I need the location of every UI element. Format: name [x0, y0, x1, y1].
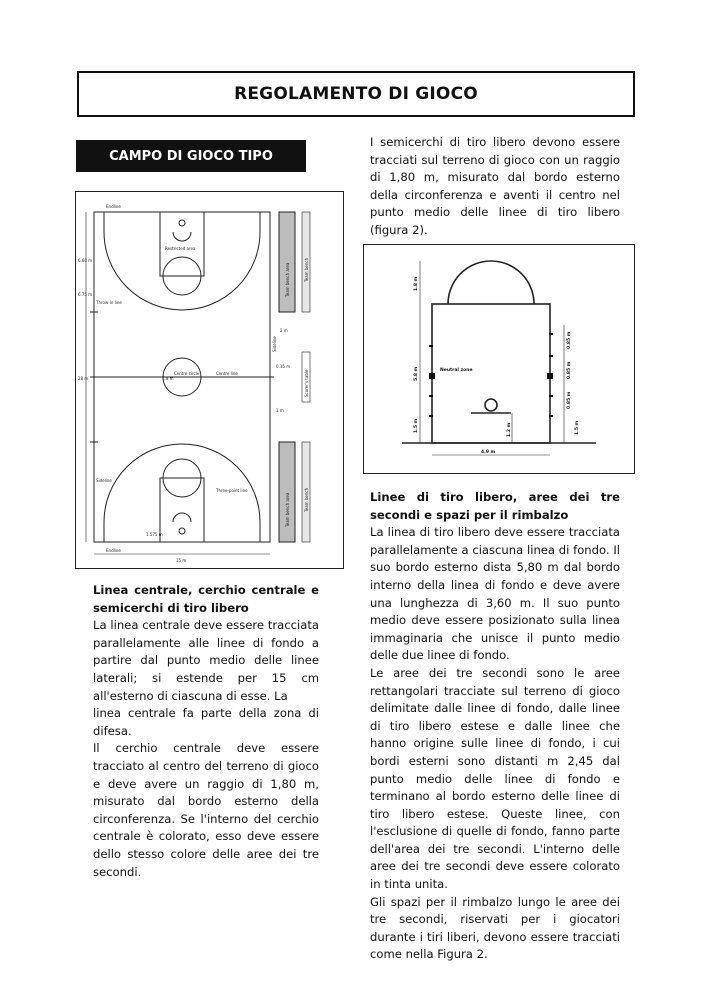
label-dim-right3: 0.85 m — [567, 391, 572, 409]
label-sideline-left: Sideline — [96, 478, 112, 483]
label-endline-top: Endline — [106, 204, 121, 209]
label-sideline-right: Sideline — [272, 336, 277, 352]
label-dim-top: 6.60 m — [78, 258, 93, 263]
basket — [485, 399, 497, 411]
label-dim-675: 6.75 m — [78, 292, 93, 297]
label-dim-28: 28 m — [78, 376, 89, 381]
left-column-text — [93, 582, 319, 881]
ft-semicircle — [448, 261, 534, 304]
right-column-text — [370, 489, 620, 964]
key-diagram — [363, 244, 635, 474]
restricted-arc-top — [173, 232, 191, 241]
section-banner-label: CAMPO DI GIOCO TIPO — [109, 148, 273, 164]
label-dim-right-bottom: 1.5 m — [575, 420, 580, 435]
label-dim-right2: 0.85 m — [567, 361, 572, 379]
intro-paragraph — [370, 134, 620, 240]
right-heading: Linee di tiro libero, aree dei tre secondi e spazi per il rimbalzo — [370, 490, 620, 522]
label-endline-bottom: Endline — [106, 548, 121, 553]
left-heading: Linea centrale, cerchio centrale e semicerchi di tiro libero — [93, 583, 319, 615]
right-paragraph-1: La linea di tiro libero deve essere tracciata parallelamente a ciascuna linea di fondo. Il suo bordo esterno dista 5,80 m dal bordo interno della linea di fondo e deve avere una lunghezza di 3,60 m. Il suo punto medio deve essere posizionato sulla linea immaginaria che unisce il punto medio delle due linee di fondo. — [370, 525, 620, 663]
left-paragraph-3: Il cerchio centrale deve essere tracciato al centro del terreno di gioco e deve avere un raggio di 1,80 m, misurato dal bordo esterno della circonferenza. Se l'interno del cerchio centrale è colorato, esso deve essere dello stesso colore delle aree dei tre secondi. — [93, 741, 319, 879]
key-diagram-svg — [364, 245, 634, 473]
label-dim-12: 1.2 m — [507, 422, 512, 437]
intro-text: I semicerchi di tiro libero devono essere tracciati sul terreno di gioco con un raggio di 1,80 m, misurato dal bordo esterno della circonferenza e aventi il centro nel punto medio delle linee di tiro libero (figura 2). — [370, 135, 620, 237]
right-paragraph-2: Le aree dei tre secondi sono le aree rettangolari tracciate sul terreno di gioco delimitate dalle linee di fondo, dalle linee di tiro libero estese e dalle linee che hanno origine sulle linee di fondo, i cui bordi esterni sono distanti m 2,45 dal punto medio delle linee di fondo e terminano al bordo esterno delle linee di tiro libero estese. Queste linee, con l'esclusione di quelle di fondo, fanno parte dell'area dei tre secondi. L'interno delle aree dei tre secondi deve essere colorato in tinta unita. — [370, 665, 620, 892]
label-team-bench-top: Team bench area — [285, 262, 290, 297]
label-dim-015: 0.15 m — [276, 364, 291, 369]
label-three-point: Three-point line — [216, 488, 248, 493]
page-title-box — [77, 71, 635, 117]
key-bottom — [160, 478, 204, 542]
neutral-mark-left — [429, 373, 435, 379]
label-restricted: Restricted area — [165, 246, 196, 251]
label-neutral: Neutral zone — [440, 368, 473, 373]
page-title: REGOLAMENTO DI GIOCO — [234, 84, 478, 104]
label-team-bench-bottom: Team bench area — [285, 492, 290, 527]
label-centre-circle: Centre circle — [174, 371, 200, 376]
label-team-bench-small-bottom: Team bench — [304, 487, 309, 512]
label-dim-15: 1.5 m — [414, 418, 419, 433]
key-top — [160, 212, 204, 276]
label-dim-2m: 2 m — [280, 328, 288, 333]
restricted-key — [432, 304, 550, 443]
basket-top — [179, 220, 185, 226]
label-dim-18: 1.8 m — [162, 376, 174, 381]
label-dim-1m: 1 m — [276, 408, 284, 413]
section-banner — [76, 140, 306, 172]
label-team-bench-small-top: Team bench — [304, 257, 309, 282]
left-paragraph-2: linea centrale fa parte della zona di difesa. — [93, 706, 319, 738]
label-dim-18: 1.8 m — [414, 276, 419, 291]
court-diagram-svg — [76, 192, 343, 568]
label-scorers-table: Scorer's table — [304, 369, 309, 397]
label-dim-58: 5.8 m — [414, 366, 419, 381]
left-paragraph-1: La linea centrale deve essere tracciata parallelamente alle linee di fondo a partire dal punto medio delle linee laterali; si estende per 15 cm all'esterno di ciascuna di esse. La — [93, 618, 319, 703]
restricted-arc-bottom — [173, 513, 191, 522]
basket-bottom — [179, 528, 185, 534]
right-paragraph-3: Gli spazi per il rimbalzo lungo le aree dei tre secondi, riservati per i giocatori durante i tiri liberi, devono essere tracciati come nella Figura 2. — [370, 894, 620, 962]
label-dim-right1: 0.85 m — [567, 331, 572, 349]
label-throw-in: Throw-in line — [96, 300, 122, 305]
neutral-mark-right — [547, 373, 553, 379]
label-dim-bottom: 4.9 m — [481, 450, 496, 455]
label-dim-15: 15 m — [176, 558, 187, 563]
court-diagram — [75, 191, 344, 569]
label-centre-line: Centre line — [216, 371, 238, 376]
label-dim-bottom: 1.575 m — [146, 532, 163, 537]
